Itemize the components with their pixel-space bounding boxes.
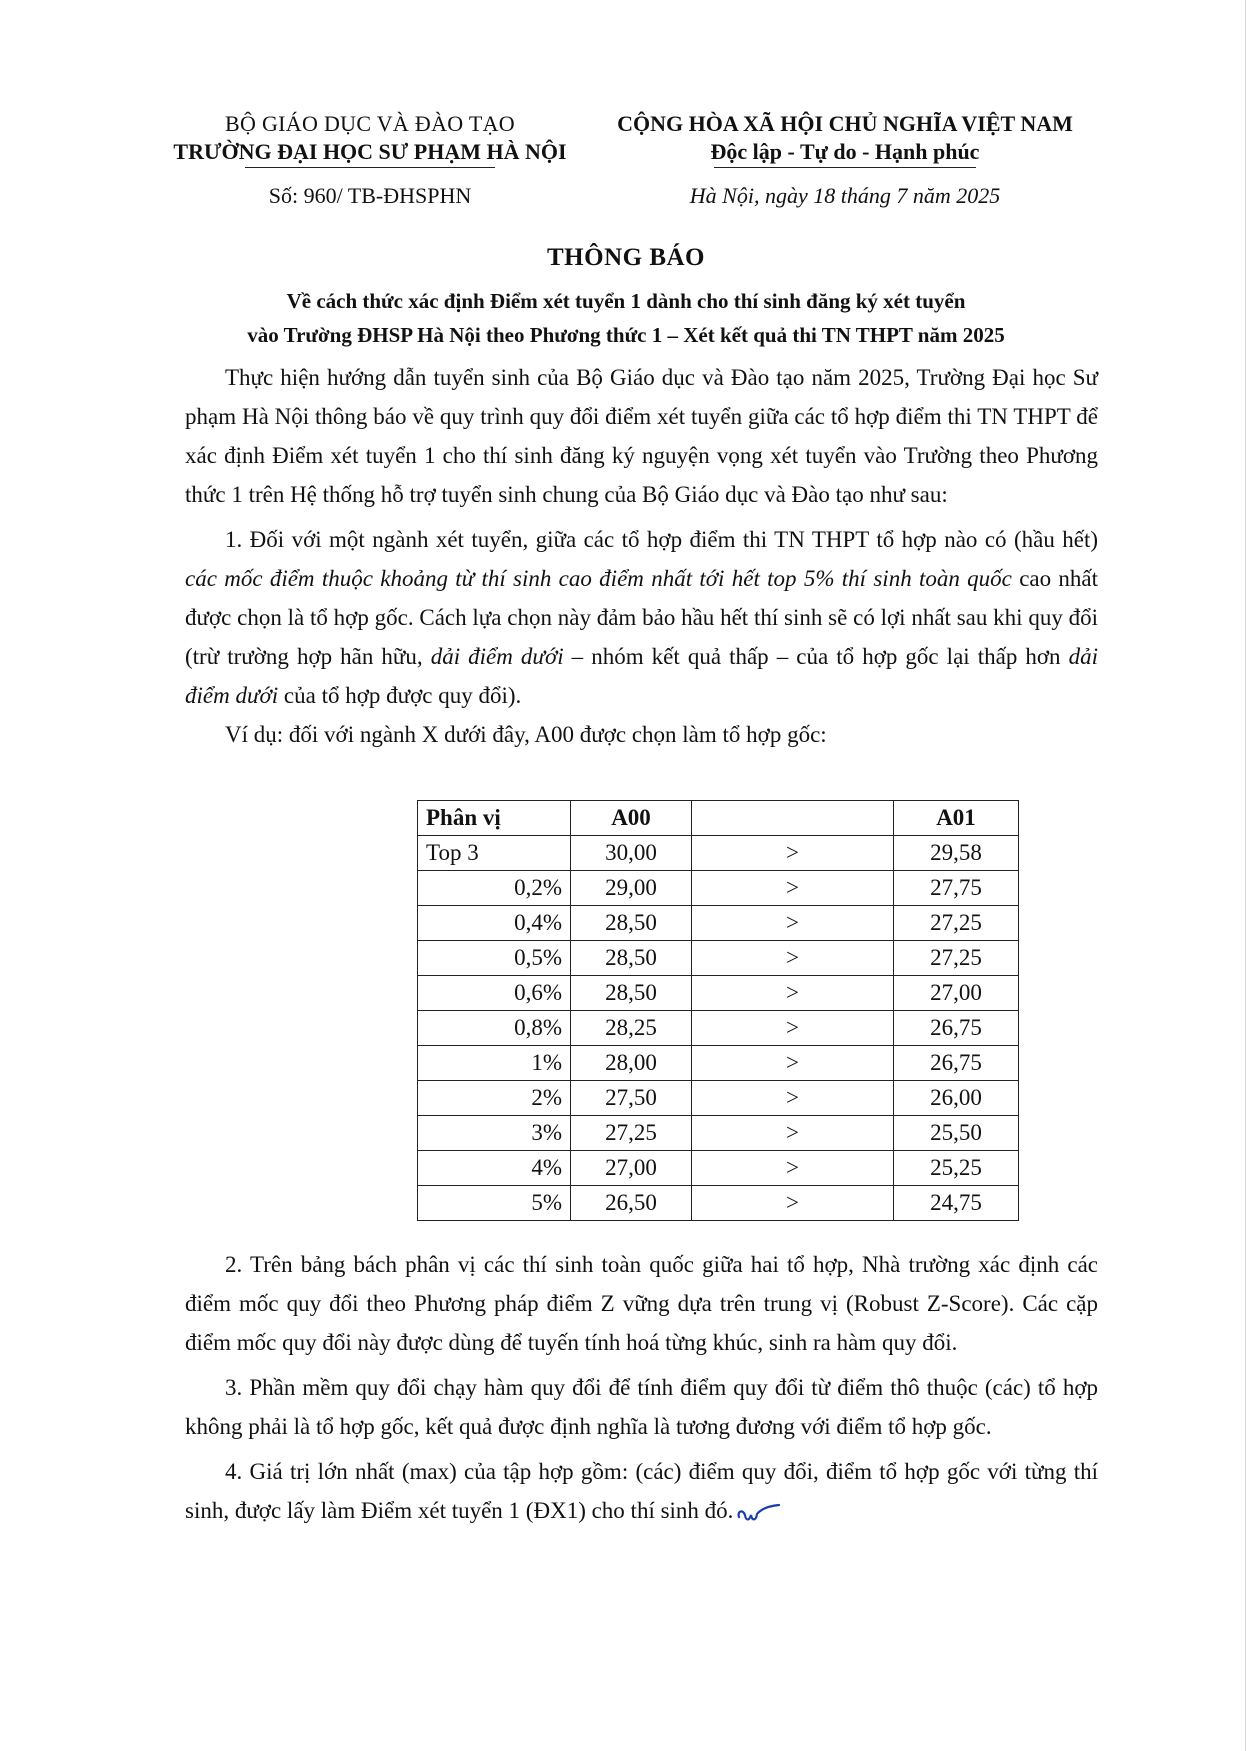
- table-row: [418, 1011, 1019, 1046]
- document-number: Số: 960/ TB-ĐHSPHN: [268, 183, 472, 208]
- point-1-text-c: – nhóm kết quả thấp – của tổ hợp gốc lại thấp hơn: [563, 644, 1069, 669]
- a00-cell: 27,25: [571, 1116, 692, 1151]
- a01-cell: 26,75: [894, 1011, 1019, 1046]
- point-1-text-d: của tổ hợp được quy đổi).: [278, 683, 522, 708]
- percentile-cell: 5%: [418, 1186, 571, 1221]
- point-4-paragraph: [185, 1452, 1098, 1530]
- example-paragraph: Ví dụ: đối với ngành X dưới đây, A00 được chọn làm tổ hợp gốc:: [225, 722, 827, 747]
- point-1-italic-a: các mốc điểm thuộc khoảng từ thí sinh cao điểm nhất tới hết top 5% thí sinh toàn quốc: [185, 566, 1012, 591]
- header-a01: A01: [894, 801, 1019, 836]
- compare-cell: >: [692, 871, 894, 906]
- a01-cell: 27,25: [894, 941, 1019, 976]
- republic-name: CỘNG HÒA XÃ HỘI CHỦ NGHĨA VIỆT NAM: [617, 111, 1073, 136]
- table-row: [418, 976, 1019, 1011]
- compare-cell: >: [692, 1011, 894, 1046]
- a01-cell: 25,25: [894, 1151, 1019, 1186]
- a01-cell: 27,25: [894, 906, 1019, 941]
- a00-cell: 28,00: [571, 1046, 692, 1081]
- a01-cell: 27,75: [894, 871, 1019, 906]
- percentile-cell: 4%: [418, 1151, 571, 1186]
- a01-cell: 27,00: [894, 976, 1019, 1011]
- point-1-italic-c: dải điểm dưới: [185, 644, 1098, 708]
- compare-cell: >: [692, 941, 894, 976]
- percentile-cell: 3%: [418, 1116, 571, 1151]
- point-1-paragraph: [185, 520, 1098, 715]
- a00-cell: 29,00: [571, 871, 692, 906]
- percentile-cell: 0,4%: [418, 906, 571, 941]
- document-body-continued: [185, 1245, 1098, 1530]
- header-underline-left: [245, 167, 495, 168]
- a00-cell: 28,50: [571, 976, 692, 1011]
- header-a00: A00: [571, 801, 692, 836]
- table-row: [418, 1186, 1019, 1221]
- header-compare: [692, 801, 894, 836]
- point-2-paragraph: 2. Trên bảng bách phân vị các thí sinh toàn quốc giữa hai tổ hợp, Nhà trường xác định các điểm mốc quy đổi theo Phương pháp điểm Z vững dựa trên trung vị (Robust Z-Score). Các cặp điểm mốc quy đổi này được dùng để tuyến tính hoá từng khúc, sinh ra hàm quy đổi.: [185, 1252, 1098, 1355]
- compare-cell: >: [692, 1186, 894, 1221]
- a01-cell: 26,75: [894, 1046, 1019, 1081]
- point-1-text-a: 1. Đối với một ngành xét tuyển, giữa các tổ hợp điểm thi TN THPT tổ hợp nào có (hầu hết): [225, 527, 1098, 552]
- school-name: TRƯỜNG ĐẠI HỌC SƯ PHẠM HÀ NỘI: [173, 139, 567, 164]
- table-row: [418, 836, 1019, 871]
- percentile-cell: Top 3: [418, 836, 571, 871]
- a00-cell: 28,50: [571, 906, 692, 941]
- document-title: THÔNG BÁO: [547, 244, 705, 271]
- compare-cell: >: [692, 976, 894, 1011]
- initial-signature-icon: [735, 1501, 781, 1525]
- compare-cell: >: [692, 1116, 894, 1151]
- point-4-text: 4. Giá trị lớn nhất (max) của tập hợp gồm: (các) điểm quy đổi, điểm tổ hợp gốc với từng thí sinh, được lấy làm Điểm xét tuyển 1 (ĐX1) cho thí sinh đó.: [185, 1459, 1098, 1523]
- table-row: [418, 1046, 1019, 1081]
- ministry-name: BỘ GIÁO DỤC VÀ ĐÀO TẠO: [225, 111, 515, 136]
- table-row: [418, 871, 1019, 906]
- compare-cell: >: [692, 1046, 894, 1081]
- a00-cell: 27,50: [571, 1081, 692, 1116]
- table-row: [418, 1081, 1019, 1116]
- national-header: [600, 110, 1090, 210]
- document-body: [185, 358, 1098, 754]
- a00-cell: 26,50: [571, 1186, 692, 1221]
- compare-cell: >: [692, 836, 894, 871]
- table-row: [418, 1116, 1019, 1151]
- compare-cell: >: [692, 1151, 894, 1186]
- table-row: [418, 941, 1019, 976]
- percentile-cell: 0,5%: [418, 941, 571, 976]
- a01-cell: 26,00: [894, 1081, 1019, 1116]
- percentile-cell: 0,2%: [418, 871, 571, 906]
- percentile-table: [417, 800, 1019, 1221]
- subtitle-line-2: vào Trường ĐHSP Hà Nội theo Phương thức 1 – Xét kết quả thi TN THPT năm 2025: [247, 323, 1005, 347]
- a00-cell: 28,25: [571, 1011, 692, 1046]
- point-1-text-b: cao nhất được chọn là tổ hợp gốc. Cách lựa chọn này đảm bảo hầu hết thí sinh sẽ có lợi nhất sau khi quy đổi (trừ trường hợp hãn hữu,: [185, 566, 1098, 669]
- subtitle-line-1: Về cách thức xác định Điểm xét tuyển 1 dành cho thí sinh đăng ký xét tuyển: [286, 289, 966, 313]
- a01-cell: 29,58: [894, 836, 1019, 871]
- point-1-italic-b: dải điểm dưới: [430, 644, 564, 669]
- a01-cell: 25,50: [894, 1116, 1019, 1151]
- document-subtitle: [0, 284, 1252, 352]
- percentile-cell: 1%: [418, 1046, 571, 1081]
- header-percentile: Phân vị: [418, 801, 571, 836]
- compare-cell: >: [692, 906, 894, 941]
- issuer-header: [150, 110, 590, 210]
- a01-cell: 24,75: [894, 1186, 1019, 1221]
- a00-cell: 28,50: [571, 941, 692, 976]
- table-row: [418, 906, 1019, 941]
- national-motto: Độc lập - Tự do - Hạnh phúc: [710, 139, 980, 164]
- issue-date: Hà Nội, ngày 18 tháng 7 năm 2025: [689, 183, 1001, 208]
- a00-cell: 27,00: [571, 1151, 692, 1186]
- point-3-paragraph: 3. Phần mềm quy đổi chạy hàm quy đổi để tính điểm quy đổi từ điểm thô thuộc (các) tổ hợp không phải là tổ hợp gốc, kết quả được định nghĩa là tương đương với điểm tổ hợp gốc.: [185, 1375, 1098, 1439]
- a00-cell: 30,00: [571, 836, 692, 871]
- percentile-cell: 2%: [418, 1081, 571, 1116]
- percentile-cell: 0,8%: [418, 1011, 571, 1046]
- percentile-cell: 0,6%: [418, 976, 571, 1011]
- table-row: [418, 1151, 1019, 1186]
- header-underline-right: [714, 167, 976, 168]
- intro-paragraph: Thực hiện hướng dẫn tuyển sinh của Bộ Giáo dục và Đào tạo năm 2025, Trường Đại học Sư phạm Hà Nội thông báo về quy trình quy đổi điểm xét tuyển giữa các tổ hợp điểm thi TN THPT để xác định Điểm xét tuyển 1 cho thí sinh đăng ký nguyện vọng xét tuyển vào Trường theo Phương thức 1 trên Hệ thống hỗ trợ tuyển sinh chung của Bộ Giáo dục và Đào tạo như sau:: [185, 365, 1098, 507]
- table-header-row: [418, 801, 1019, 836]
- compare-cell: >: [692, 1081, 894, 1116]
